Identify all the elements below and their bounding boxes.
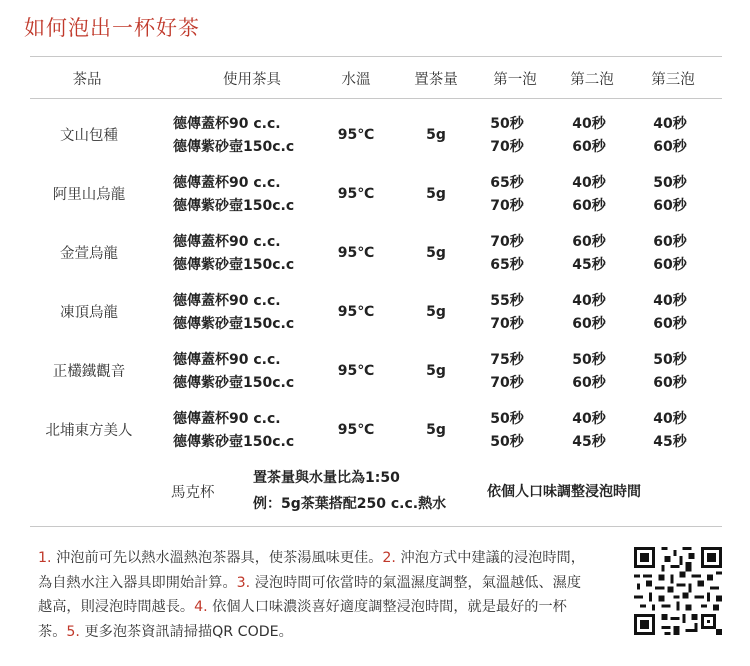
column-header: 第三泡	[651, 72, 695, 88]
water-temp: 95℃	[337, 245, 375, 261]
steep-time: 60秒	[653, 139, 687, 155]
steep-time: 40秒	[572, 175, 606, 191]
note-number: 5.	[66, 623, 80, 640]
column-header: 第二泡	[570, 72, 614, 88]
tea-amount: 5g	[426, 304, 446, 320]
vessel: 德傳蓋杯90 c.c.	[173, 352, 281, 368]
brewing-notes	[38, 546, 590, 644]
steep-time: 65秒	[490, 257, 524, 273]
note-number: 1.	[38, 550, 52, 566]
qr-code-icon[interactable]	[634, 546, 722, 636]
water-temp: 95℃	[337, 304, 375, 320]
tea-name: 北埔東方美人	[45, 423, 133, 439]
steep-time: 50秒	[572, 352, 606, 368]
water-temp: 95℃	[337, 363, 375, 379]
mug-ratio: 置茶量與水量比為1:50	[253, 470, 400, 486]
vessel: 德傳蓋杯90 c.c.	[173, 234, 281, 250]
note-number: 3.	[236, 574, 251, 591]
steep-time: 60秒	[653, 257, 687, 273]
vessel: 德傳紫砂壺150c.c	[173, 316, 295, 332]
tea-name: 凍頂烏龍	[60, 305, 118, 321]
column-header: 水溫	[341, 72, 371, 88]
mug-example: 例：5g茶葉搭配250 c.c.熱水	[253, 496, 447, 512]
tea-name: 正欉鐵觀音	[52, 364, 126, 380]
steep-time: 60秒	[572, 316, 606, 332]
note-text: 更多泡茶資訊請掃描QR CODE。	[84, 623, 293, 640]
steep-time: 40秒	[572, 411, 606, 427]
steep-time: 55秒	[490, 293, 524, 309]
column-header: 置茶量	[414, 72, 458, 88]
water-temp: 95℃	[337, 422, 375, 438]
water-temp: 95℃	[337, 127, 375, 143]
steep-time: 70秒	[490, 139, 524, 155]
tea-name: 金萱烏龍	[60, 246, 118, 262]
steep-time: 70秒	[490, 198, 524, 214]
page-title: 如何泡出一杯好茶	[24, 16, 200, 40]
vessel: 德傳紫砂壺150c.c	[173, 257, 295, 273]
column-header: 使用茶具	[223, 72, 281, 88]
steep-time: 45秒	[653, 434, 687, 450]
divider-bottom	[30, 526, 722, 527]
steep-time: 70秒	[490, 375, 524, 391]
steep-time: 60秒	[653, 316, 687, 332]
vessel: 德傳蓋杯90 c.c.	[173, 411, 281, 427]
column-header: 茶品	[72, 72, 102, 88]
steep-time: 40秒	[653, 293, 687, 309]
note-text: 浸泡時間可依當時的氣溫濕度調整，氣溫越低、濕度越高，則浸泡時間越長。	[38, 574, 582, 615]
tea-name: 文山包種	[60, 128, 118, 144]
steep-time: 40秒	[572, 293, 606, 309]
steep-time: 70秒	[490, 234, 524, 250]
steep-time: 70秒	[490, 316, 524, 332]
column-header: 第一泡	[493, 72, 537, 88]
note-text: 依個人口味濃淡喜好適度調整浸泡時間，就是最好的一杯茶。	[38, 599, 567, 640]
steep-time: 50秒	[653, 175, 687, 191]
steep-time: 40秒	[653, 116, 687, 132]
divider-header	[30, 98, 722, 99]
tea-amount: 5g	[426, 245, 446, 261]
vessel: 德傳蓋杯90 c.c.	[173, 116, 281, 132]
tea-amount: 5g	[426, 127, 446, 143]
steep-time: 60秒	[572, 375, 606, 391]
steep-time: 60秒	[572, 139, 606, 155]
tea-amount: 5g	[426, 186, 446, 202]
note-text: 沖泡方式中建議的浸泡時間，為自熱水注入器具即開始計算。	[38, 550, 585, 591]
steep-time: 75秒	[490, 352, 524, 368]
steep-time: 45秒	[572, 434, 606, 450]
mug-note: 依個人口味調整浸泡時間	[487, 484, 641, 500]
note-number: 2.	[382, 550, 396, 566]
steep-time: 45秒	[572, 257, 606, 273]
steep-time: 40秒	[653, 411, 687, 427]
steep-time: 50秒	[490, 411, 524, 427]
steep-time: 60秒	[572, 234, 606, 250]
note-number: 4.	[194, 599, 208, 615]
steep-time: 60秒	[653, 234, 687, 250]
tea-amount: 5g	[426, 363, 446, 379]
steep-time: 50秒	[653, 352, 687, 368]
steep-time: 60秒	[653, 375, 687, 391]
vessel: 德傳紫砂壺150c.c	[173, 139, 295, 155]
steep-time: 50秒	[490, 116, 524, 132]
steep-time: 40秒	[572, 116, 606, 132]
steep-time: 50秒	[490, 434, 524, 450]
steep-time: 60秒	[653, 198, 687, 214]
steep-time: 65秒	[490, 175, 524, 191]
note-text: 沖泡前可先以熱水溫熱泡茶器具，使茶湯風味更佳。	[56, 550, 383, 566]
vessel: 德傳紫砂壺150c.c	[173, 198, 295, 214]
steep-time: 60秒	[572, 198, 606, 214]
water-temp: 95℃	[337, 186, 375, 202]
vessel: 德傳蓋杯90 c.c.	[173, 175, 281, 191]
vessel: 德傳蓋杯90 c.c.	[173, 293, 281, 309]
tea-name: 阿里山烏龍	[52, 187, 126, 203]
mug-label: 馬克杯	[171, 485, 215, 501]
divider-top	[30, 56, 722, 57]
vessel: 德傳紫砂壺150c.c	[173, 375, 295, 391]
vessel: 德傳紫砂壺150c.c	[173, 434, 295, 450]
tea-amount: 5g	[426, 422, 446, 438]
